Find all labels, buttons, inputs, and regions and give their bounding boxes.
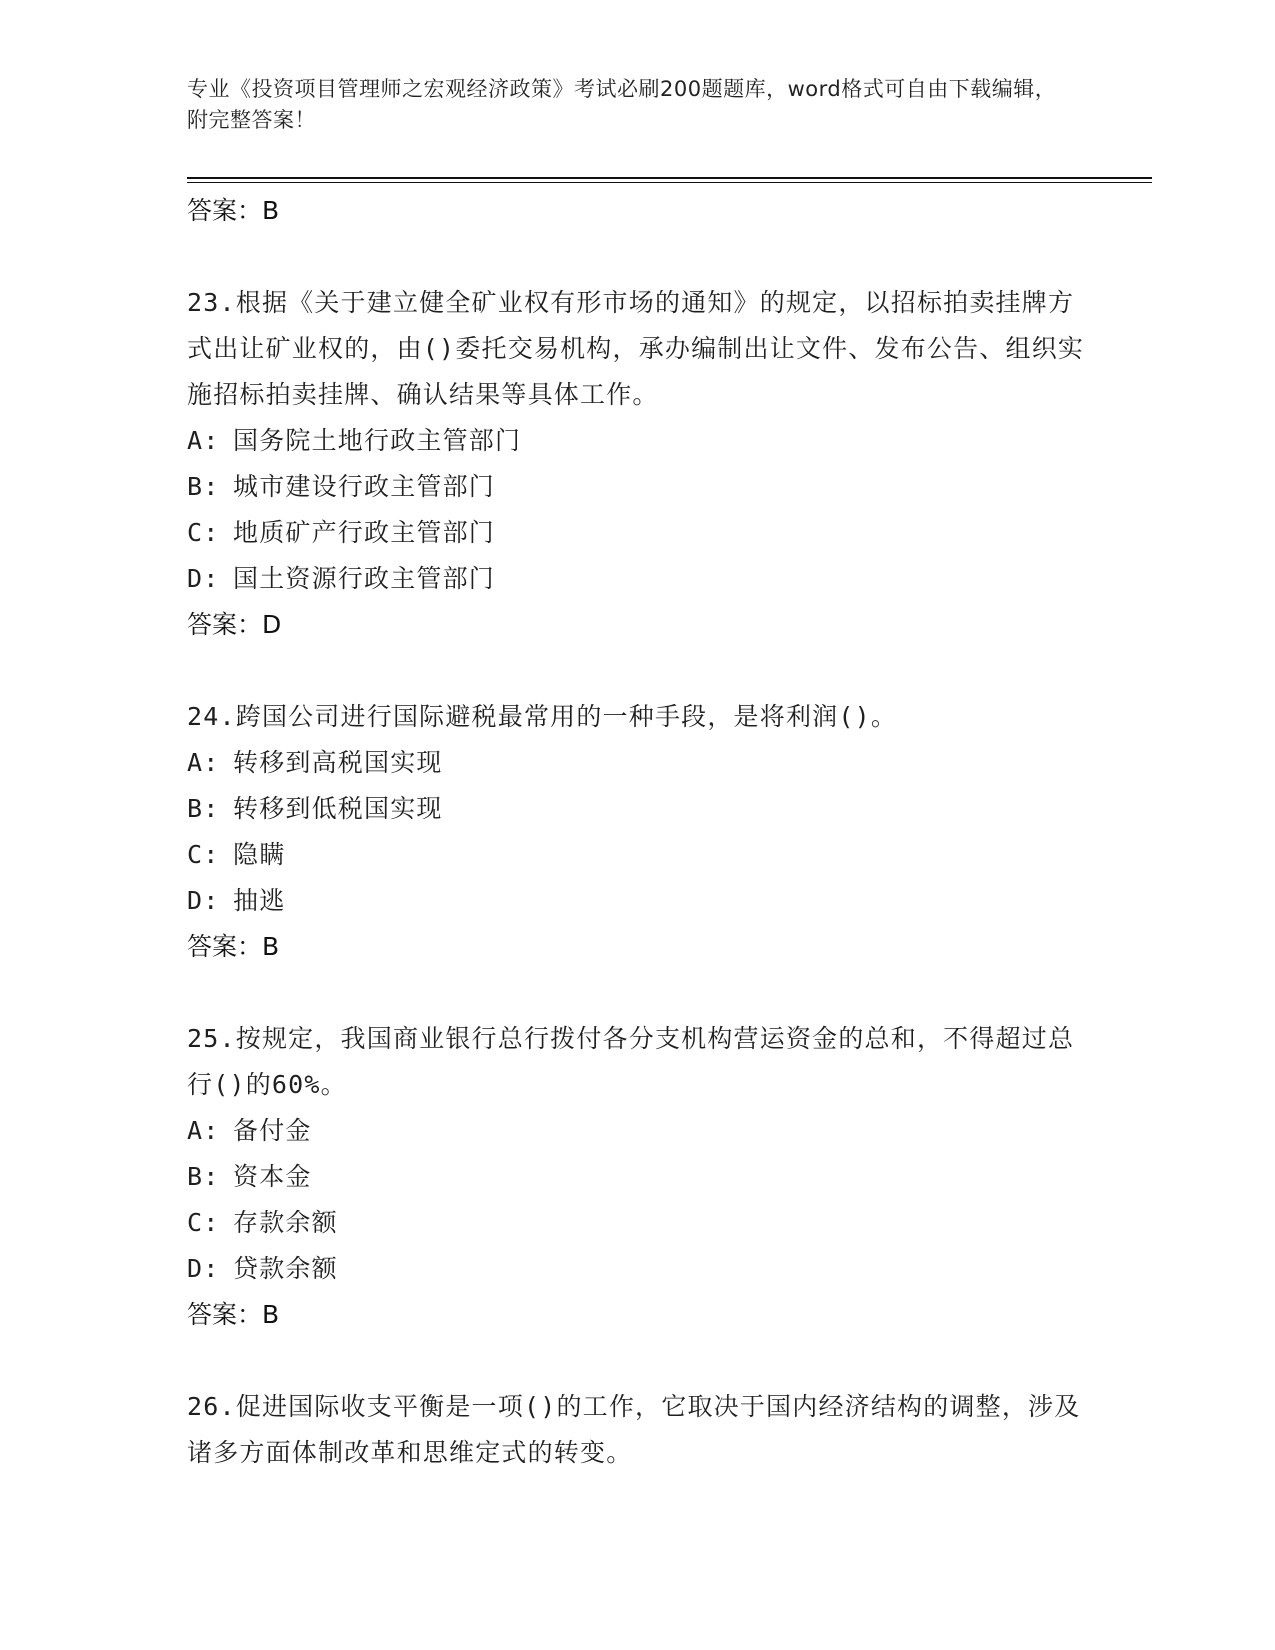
option-text: 国土资源行政主管部门 xyxy=(233,564,496,593)
option-letter: C: xyxy=(187,840,220,869)
option-b xyxy=(187,786,1097,832)
option-text: 国务院土地行政主管部门 xyxy=(233,426,522,455)
option-c xyxy=(187,832,1097,878)
header-rule-thin xyxy=(187,182,1152,183)
option-b xyxy=(187,1154,1097,1200)
option-a xyxy=(187,418,1097,464)
option-d xyxy=(187,878,1097,924)
option-text: 抽逃 xyxy=(233,886,286,915)
option-text: 资本金 xyxy=(233,1162,312,1191)
option-text: 地质矿产行政主管部门 xyxy=(233,518,496,547)
option-a xyxy=(187,1108,1097,1154)
header-rule-thick xyxy=(187,177,1152,179)
option-d xyxy=(187,556,1097,602)
option-letter: A: xyxy=(187,1116,220,1145)
option-letter: C: xyxy=(187,1208,220,1237)
option-text: 隐瞒 xyxy=(233,840,286,869)
option-c xyxy=(187,1200,1097,1246)
option-d xyxy=(187,1246,1097,1292)
document-header: 专业《投资项目管理师之宏观经济政策》考试必刷200题题库，word格式可自由下载编辑，附完整答案！ xyxy=(187,77,1057,132)
option-text: 城市建设行政主管部门 xyxy=(233,472,496,501)
question-stem-26: 26.促进国际收支平衡是一项()的工作，它取决于国内经济结构的调整，涉及诸多方面体制改革和思维定式的转变。 xyxy=(187,1392,1081,1467)
option-letter: B: xyxy=(187,1162,220,1191)
option-text: 转移到低税国实现 xyxy=(233,794,443,823)
answer-24: 答案：B xyxy=(187,932,280,961)
option-letter: B: xyxy=(187,794,220,823)
question-stem-23: 23.根据《关于建立健全矿业权有形市场的通知》的规定，以招标拍卖挂牌方式出让矿业权的，由()委托交易机构，承办编制出让文件、发布公告、组织实施招标拍卖挂牌、确认结果等具体工作。 xyxy=(187,288,1085,409)
option-letter: D: xyxy=(187,564,220,593)
option-a xyxy=(187,740,1097,786)
previous-answer: 答案：B xyxy=(187,196,280,225)
question-stem-24: 24.跨国公司进行国际避税最常用的一种手段，是将利润()。 xyxy=(187,702,898,731)
option-text: 贷款余额 xyxy=(233,1254,338,1283)
option-text: 转移到高税国实现 xyxy=(233,748,443,777)
answer-25: 答案：B xyxy=(187,1300,280,1329)
option-letter: A: xyxy=(187,748,220,777)
option-letter: C: xyxy=(187,518,220,547)
answer-23: 答案：D xyxy=(187,610,282,639)
option-text: 存款余额 xyxy=(233,1208,338,1237)
option-b xyxy=(187,464,1097,510)
option-letter: D: xyxy=(187,886,220,915)
option-c xyxy=(187,510,1097,556)
option-letter: A: xyxy=(187,426,220,455)
question-stem-25: 25.按规定，我国商业银行总行拨付各分支机构营运资金的总和，不得超过总行()的60%。 xyxy=(187,1024,1075,1099)
option-letter: D: xyxy=(187,1254,220,1283)
option-text: 备付金 xyxy=(233,1116,312,1145)
option-letter: B: xyxy=(187,472,220,501)
question-list xyxy=(187,188,1097,1476)
